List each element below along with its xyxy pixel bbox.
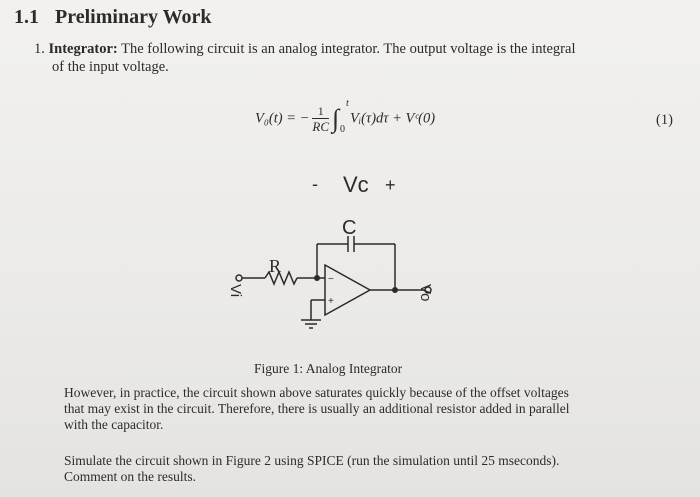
paragraph-line: However, in practice, the circuit shown above saturates quickly because of the offset voltages [64,385,569,400]
vc-plus-label: + [385,175,396,195]
item-text-line2: of the input voltage. [52,59,169,75]
op-amp-plus-sign: + [328,296,334,307]
capacitor-label: C [342,217,357,239]
vo-label: Vo [417,284,434,302]
section-number: 1.1 [14,6,39,28]
vc-minus-label: - [312,174,318,194]
vi-label: Vi [227,284,244,298]
item-number: 1. [34,41,45,57]
paragraph-line: that may exist in the circuit. Therefore, there is usually an additional resistor added in parallel [64,401,570,416]
equation-fraction [312,104,329,134]
list-item-integrator [34,40,684,76]
paragraph-saturation [64,385,674,433]
integrator-circuit-diagram [225,170,475,350]
item-label: Integrator: [48,41,118,57]
resistor-label: R [269,256,282,276]
junction-node [314,275,320,281]
fraction-denominator: RC [312,119,330,134]
integral-lower-limit: 0 [340,124,346,135]
item-text-line1: The following circuit is an analog integrator. The output voltage is the integral [117,41,576,57]
integral-sign [332,98,349,135]
integrator-equation [255,98,436,135]
input-terminal [236,275,242,281]
equation-rhs: Vᵢ(τ)dτ + Vᶜ(0) [350,110,436,127]
paragraph-line: Simulate the circuit shown in Figure 2 using SPICE (run the simulation until 25 mseconds). [64,453,560,468]
section-heading [14,6,211,29]
integral-upper-limit: t [346,98,349,109]
op-amp-triangle [325,265,370,315]
output-junction-node [392,287,398,293]
integral-symbol: ∫ [332,104,340,133]
section-title: Preliminary Work [55,6,212,28]
paragraph-line: with the capacitor. [64,417,164,432]
op-amp-minus-sign: − [328,274,334,285]
vc-label: Vc [343,172,369,197]
equation-lhs: V₀(t) = − [255,110,310,127]
equation-number: (1) [656,112,673,128]
paragraph-line: Comment on the results. [64,469,196,484]
paragraph-simulate [64,453,674,485]
figure-caption: Figure 1: Analog Integrator [254,361,403,376]
fraction-numerator: 1 [312,104,329,119]
